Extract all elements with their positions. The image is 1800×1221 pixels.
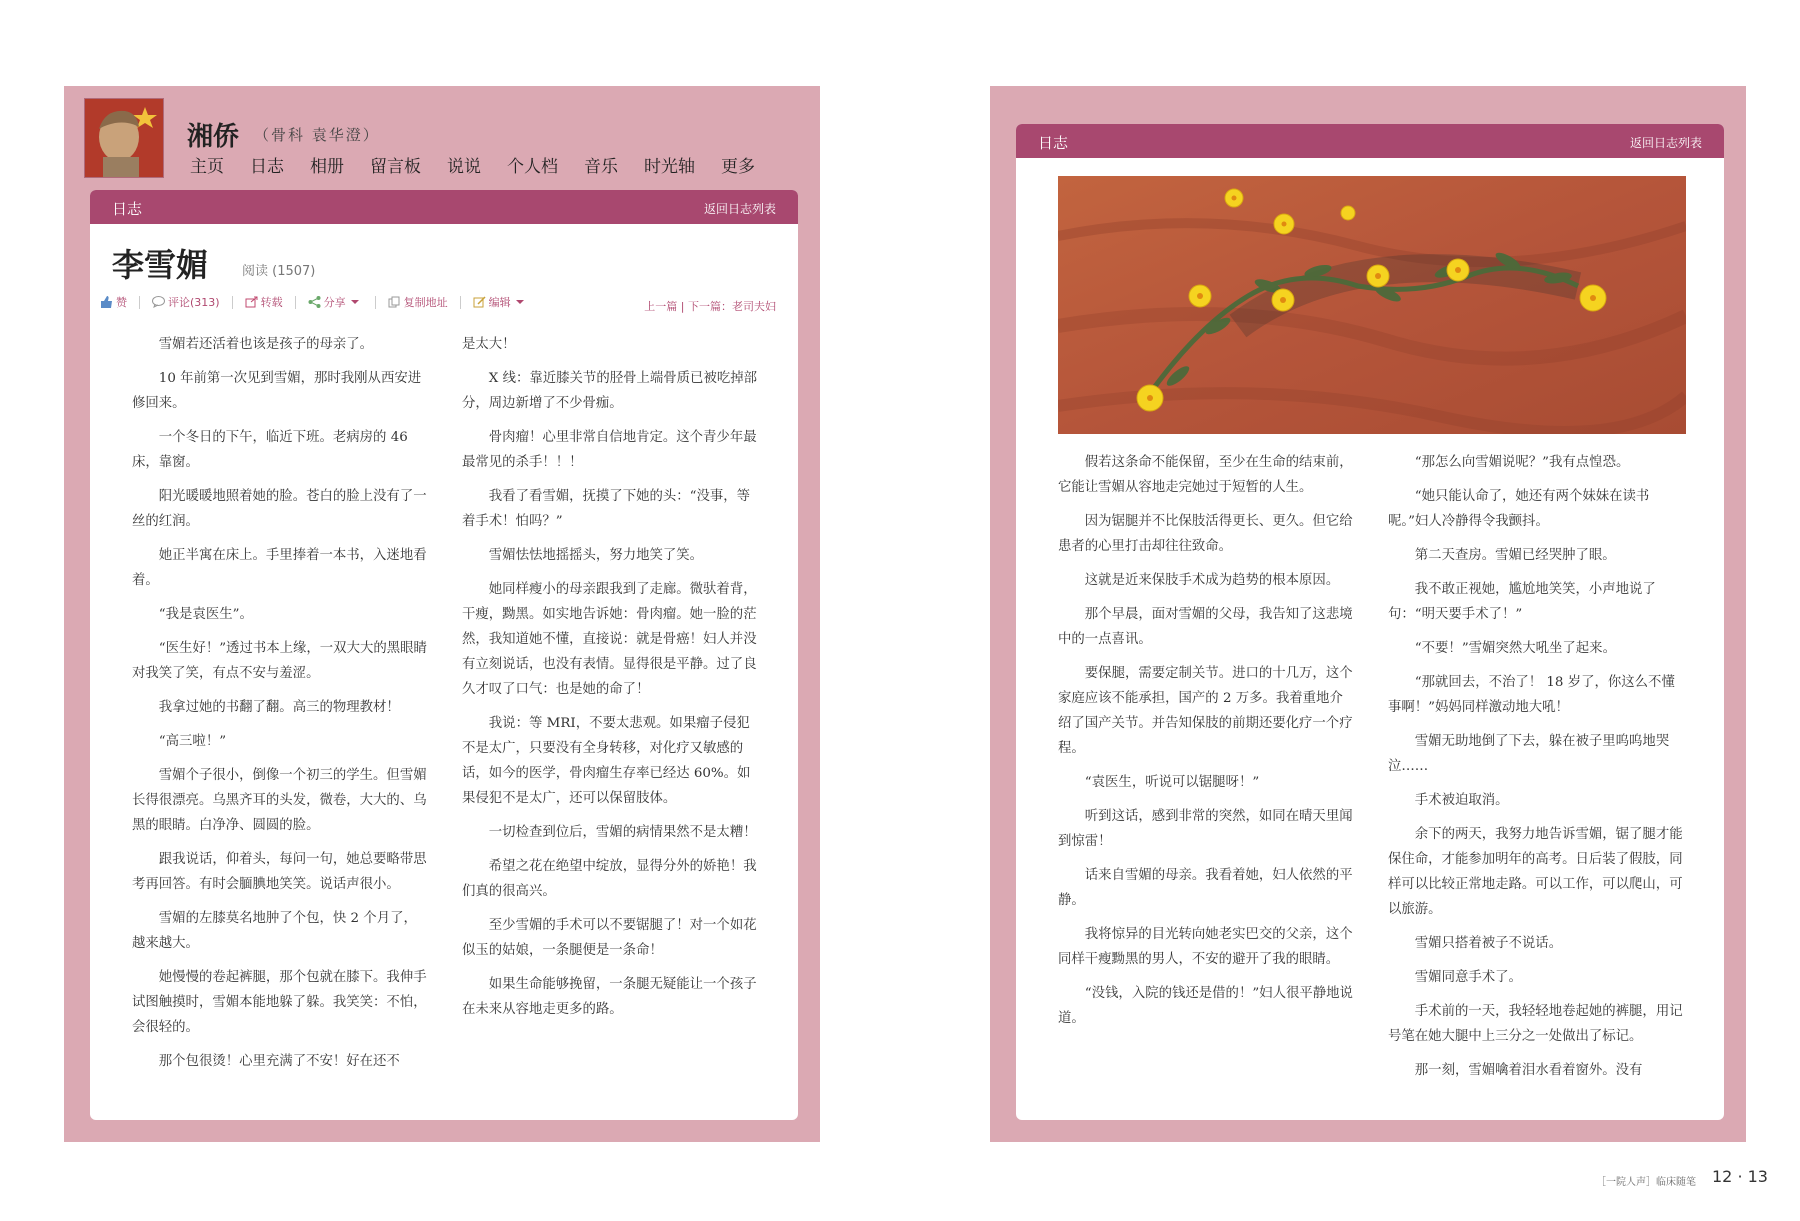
paragraph: 那个早晨，面对雪媚的父母，我告知了这悲境中的一点喜讯。	[1058, 607, 1353, 647]
profile-name[interactable]: 湘侨	[187, 122, 240, 152]
edit-icon	[473, 296, 486, 308]
paragraph: 雪媚怯怯地摇摇头，努力地笑了笑。	[488, 548, 704, 563]
post-title: 李雪媚	[112, 246, 209, 284]
blog-card-continued	[1016, 124, 1724, 1120]
copy-address-label: 复制地址	[403, 296, 448, 309]
paragraph: 手术前的一天，我轻轻地卷起她的裤腿，用记号笔在她大腿中上三分之一处做出了标记。	[1388, 1004, 1683, 1044]
article-column-4	[1388, 450, 1686, 1092]
paragraph: 我看了看雪媚，抚摸了下她的头：“没事，等着手术！怕吗？”	[462, 489, 751, 529]
nav-item-blog[interactable]: 日志	[250, 157, 284, 177]
paragraph: “那怎么向雪媚说呢？”我有点惶恐。	[1414, 455, 1630, 470]
article-column-3	[1058, 450, 1356, 1040]
paragraph: “没钱，入院的钱还是借的！”妇人很平静地说道。	[1058, 986, 1353, 1026]
like-label: 赞	[116, 296, 127, 309]
nav-item-music[interactable]: 音乐	[584, 157, 618, 177]
paragraph: 那一刻，雪媚噙着泪水看着窗外。没有	[1414, 1063, 1643, 1078]
article-column-2	[462, 332, 760, 1031]
comment-label: 评论(313)	[168, 296, 220, 309]
paragraph: 雪媚个子很小，倒像一个初三的学生。但雪媚长得很漂亮。乌黑齐耳的头发，微卷，大大的、乌黑的眼睛。白净净、圆圆的脸。	[132, 768, 427, 833]
paragraph: X 线：靠近膝关节的胫骨上端骨质已被吃掉部分，周边新增了不少骨痂。	[462, 371, 758, 411]
paragraph: 我拿过她的书翻了翻。高三的物理教材！	[158, 700, 400, 715]
paragraph: 雪媚若还活着也该是孩子的母亲了。	[158, 337, 374, 352]
read-count: 阅读 (1507)	[242, 264, 316, 279]
paragraph: 那个包很烫！心里充满了不安！好在还不	[158, 1054, 400, 1069]
profile-subname: （骨科 袁华澄）	[254, 126, 380, 144]
paragraph: “我是袁医生”。	[158, 607, 253, 622]
repost-icon	[245, 296, 258, 308]
paragraph: 我说：等 MRI，不要太悲观。如果瘤子侵犯不是太广，只要没有全身转移，对化疗又敏感的话，如今的医学，骨肉瘤生存率已经达 60%。如果侵犯不是太广，还可以保留肢体。	[462, 716, 751, 806]
paragraph: 如果生命能够挽留，一条腿无疑能让一个孩子在未来从容地走更多的路。	[462, 977, 757, 1017]
right-page	[990, 86, 1746, 1142]
nav-item-profile[interactable]: 个人档	[507, 157, 558, 177]
nav-item-home[interactable]: 主页	[190, 157, 224, 177]
paragraph: 希望之花在绝望中绽放，显得分外的娇艳！我们真的很高兴。	[462, 859, 757, 899]
share-icon	[308, 296, 321, 308]
nav-item-status[interactable]: 说说	[447, 157, 481, 177]
avatar-portrait-icon	[85, 99, 163, 177]
paragraph: 我不敢正视她，尴尬地笑笑，小声地说了句：“明天要手术了！”	[1388, 582, 1656, 622]
like-button[interactable]	[100, 294, 127, 310]
paragraph: 骨肉瘤！心里非常自信地肯定。这个青少年最最常见的杀手！！！	[462, 430, 757, 470]
paragraph: 雪媚同意手术了。	[1414, 970, 1522, 985]
paragraph: 一切检查到位后，雪媚的病情果然不是太糟！	[488, 825, 757, 840]
paragraph: 10 年前第一次见到雪媚，那时我刚从西安进修回来。	[132, 371, 422, 411]
paragraph: 是太大！	[462, 337, 516, 352]
paragraph: 跟我说话，仰着头，每问一句，她总要略带思考再回答。有时会腼腆地笑笑。说话声很小。	[132, 852, 427, 892]
nav-item-more[interactable]: 更多	[721, 157, 755, 177]
paragraph: 第二天查房。雪媚已经哭肿了眼。	[1414, 548, 1616, 563]
paragraph: 听到这话，感到非常的突然，如同在晴天里闻到惊雷！	[1058, 809, 1353, 849]
section-title: 日志	[112, 200, 143, 218]
paragraph: 要保腿，需要定制关节。进口的十几万，这个家庭应该不能承担，国产的 2 万多。我着重地介绍了国产关节。并告知保肢的前期还要化疗一个疗程。	[1058, 666, 1353, 756]
paragraph: 她正半寓在床上。手里捧着一本书，入迷地看着。	[132, 548, 427, 588]
paragraph: “不要！”雪媚突然大吼坐了起来。	[1414, 641, 1616, 656]
paragraph: 我将惊异的目光转向她老实巴交的父亲，这个同样干瘦黝黑的男人，不安的避开了我的眼睛。	[1058, 927, 1353, 967]
paragraph: 话来自雪媚的母亲。我看着她，妇人依然的平静。	[1058, 868, 1353, 908]
paragraph: 雪媚无助地倒了下去，躲在被子里呜呜地哭泣……	[1388, 734, 1670, 774]
paragraph: 她同样瘦小的母亲跟我到了走廊。微驮着背，干瘦，黝黑。如实地告诉她：骨肉瘤。她一脸的茫然，我知道她不懂，直接说：就是骨癌！妇人并没有立刻说话，也没有表情。显得很是平静。过了良久才叹了口气：也是她的命了！	[462, 582, 757, 697]
paragraph: 一个冬日的下午，临近下班。老病房的 46 床，靠窗。	[132, 430, 408, 470]
back-to-list-link[interactable]: 返回日志列表	[1629, 136, 1702, 150]
back-to-list-link[interactable]: 返回日志列表	[703, 202, 776, 216]
repost-button[interactable]	[245, 294, 283, 310]
paragraph: 至少雪媚的手术可以不要锯腿了！对一个如花似玉的姑娘，一条腿便是一条命！	[462, 918, 757, 958]
section-bar	[1016, 124, 1724, 158]
comment-button[interactable]	[152, 294, 220, 310]
edit-label: 编辑	[488, 296, 511, 309]
paragraph: “她只能认命了，她还有两个妹妹在读书呢。”妇人冷静得令我颤抖。	[1388, 489, 1650, 529]
left-page	[64, 86, 820, 1142]
paragraph: 余下的两天，我努力地告诉雪媚，锯了腿才能保住命，才能参加明年的高考。日后装了假肢，同样可以比较正常地走路。可以工作，可以爬山，可以旅游。	[1388, 827, 1683, 917]
share-button[interactable]	[308, 294, 363, 310]
post-toolbar	[100, 294, 540, 310]
footer-section-label: ［一院人声］临床随笔	[1596, 1177, 1696, 1188]
copy-address-button[interactable]	[388, 294, 448, 310]
nav-item-timeline[interactable]: 时光轴	[644, 157, 695, 177]
paragraph: 她慢慢的卷起裤腿，那个包就在膝下。我伸手试图触摸时，雪媚本能地躲了躲。我笑笑：不怕，会很轻的。	[132, 970, 427, 1035]
repost-label: 转载	[260, 296, 283, 309]
paragraph: “高三啦！”	[158, 734, 227, 749]
thumbs-up-icon	[100, 296, 113, 308]
paragraph: 这就是近来保肢手术成为趋势的根本原因。	[1084, 573, 1340, 588]
chevron-down-icon	[515, 298, 525, 306]
paragraph: 假若这条命不能保留，至少在生命的结束前，它能让雪媚从容地走完她过于短暂的人生。	[1058, 455, 1353, 495]
nav-item-guestbook[interactable]: 留言板	[370, 157, 421, 177]
paragraph: 阳光暖暖地照着她的脸。苍白的脸上没有了一丝的红润。	[132, 489, 427, 529]
comment-icon	[152, 296, 165, 308]
paragraph: 因为锯腿并不比保肢活得更长、更久。但它给患者的心里打击却往往致命。	[1058, 514, 1353, 554]
nav-item-album[interactable]: 相册	[310, 157, 344, 177]
prev-next-links[interactable]: 上一篇 | 下一篇：老司夫妇	[644, 300, 776, 313]
article-column-1	[132, 332, 430, 1083]
section-title: 日志	[1038, 134, 1069, 152]
avatar[interactable]	[84, 98, 164, 178]
share-label: 分享	[323, 296, 346, 309]
profile-nav	[190, 152, 781, 177]
page-number: 12 · 13	[1712, 1167, 1768, 1186]
edit-button[interactable]	[473, 294, 528, 310]
paragraph: 雪媚的左膝莫名地肿了个包，快 2 个月了，越来越大。	[132, 911, 417, 951]
blog-card	[90, 190, 798, 1120]
paragraph: 手术被迫取消。	[1414, 793, 1509, 808]
paragraph: 雪媚只搭着被子不说话。	[1414, 936, 1563, 951]
chevron-down-icon	[350, 298, 360, 306]
section-bar	[90, 190, 798, 224]
paragraph: “医生好！”透过书本上缘，一双大大的黑眼睛对我笑了笑，有点不安与羞涩。	[132, 641, 427, 681]
paragraph: “袁医生，听说可以锯腿呀！”	[1084, 775, 1260, 790]
desert-flowers-photo	[1058, 176, 1686, 434]
paragraph: “那就回去，不治了！ 18 岁了，你这么不懂事啊！”妈妈同样激动地大吼！	[1388, 675, 1675, 715]
copy-icon	[388, 296, 401, 308]
